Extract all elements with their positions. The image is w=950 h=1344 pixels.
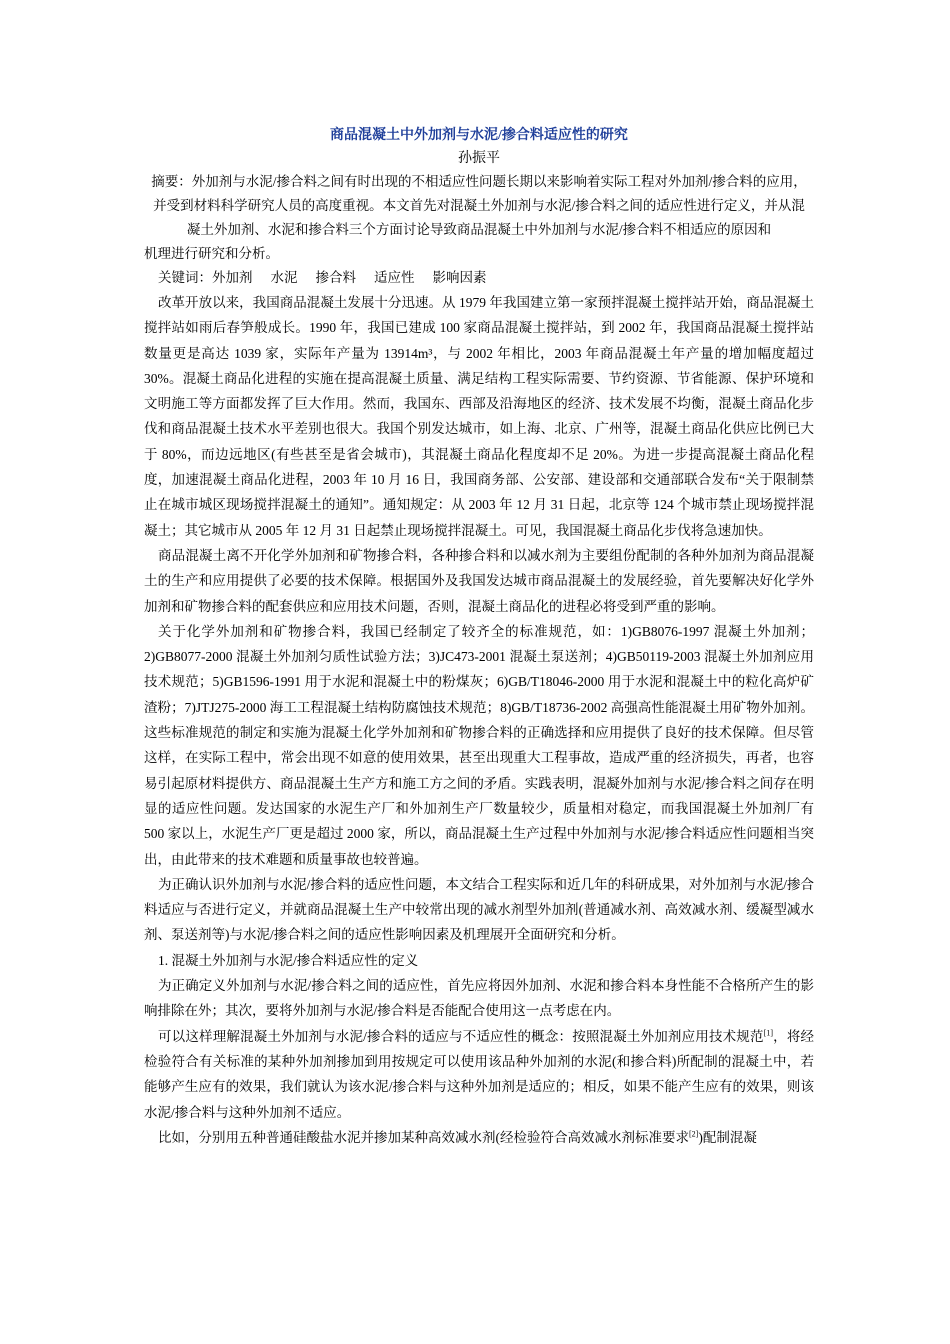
paragraph-text: 比如，分别用五种普通硅酸盐水泥并掺加某种高效减水剂(经检验符合高效减水剂标准要求 [158, 1129, 689, 1145]
document-title: 商品混凝土中外加剂与水泥/掺合料适应性的研究 [330, 128, 628, 143]
document-page [144, 126, 814, 1150]
keywords-line [144, 266, 814, 290]
body-paragraph [144, 1024, 814, 1125]
citation-ref: [2] [689, 1129, 699, 1139]
abstract: 摘要：外加剂与水泥/掺合料之间有时出现的不相适应性问题长期以来影响着实际工程对外加剂/掺合料的应用，并受到材料科学研究人员的高度重视。本文首先对混凝土外加剂与水泥/掺合料之间的适应性进行定义，并从混凝土外加剂、水泥和掺合料三个方面讨论导致商品混凝土中外加剂与水泥/掺合料不相适应的原因和 [151, 174, 807, 237]
keywords-label: 关键词： [158, 270, 212, 285]
paragraph-text: )配制混凝 [698, 1129, 757, 1145]
citation-ref: [1] [763, 1028, 773, 1038]
body-paragraph [144, 1125, 814, 1150]
body-paragraph: 为正确定义外加剂与水泥/掺合料之间的适应性，首先应将因外加剂、水泥和掺合料本身性能不合格所产生的影响排除在外；其次，要将外加剂与水泥/掺合料是否能配合使用这一点考虑在内。 [144, 978, 814, 1019]
abstract-tail: 机理进行研究和分析。 [144, 246, 279, 261]
body-paragraph: 关于化学外加剂和矿物掺合料，我国已经制定了较齐全的标准规范，如：1)GB8076-1997 混凝土外加剂；2)GB8077-2000 混凝土外加剂匀质性试验方法；3)JC473-2001 混凝土泵送剂；4)GB50119-2003 混凝土外加剂应用技术规范；5)GB1596-1991 用于水泥和混凝土中的粉煤灰；6)GB/T18046-2000 用于水泥和混凝土中的粒化高炉矿渣粉；7)JTJ275-2000 海工工程混凝土结构防腐蚀技术规范；8)GB/T18736-2002 高强高性能混凝土用矿物外加剂。这些标准规范的制定和实施为混凝土化学外加剂和矿物掺合料的正确选择和应用提供了良好的技术保障。但尽管这样，在实际工程中，常会出现不如意的使用效果，甚至出现重大工程事故，造成严重的经济损失，再者，也容易引起原材料提供方、商品混凝土生产方和施工方之间的矛盾。实践表明，混凝外加剂与水泥/掺合料之间存在明显的适应性问题。发达国家的水泥生产厂和外加剂生产厂数量较少，质量相对稳定，而我国混凝土外加剂厂有 500 家以上，水泥生产厂更是超过 2000 家，所以，商品混凝土生产过程中外加剂与水泥/掺合料适应性问题相当突出，由此带来的技术难题和质量事故也较普遍。 [144, 623, 814, 867]
keyword: 适应性 [374, 270, 415, 285]
keyword: 外加剂 [212, 270, 253, 285]
keyword: 水泥 [270, 270, 298, 285]
section-heading: 1. 混凝土外加剂与水泥/掺合料适应性的定义 [158, 952, 419, 968]
keyword: 掺合料 [315, 270, 356, 285]
body-paragraph: 改革开放以来，我国商品混凝土发展十分迅速。从 1979 年我国建立第一家预拌混凝土搅拌站开始，商品混凝土搅拌站如雨后春笋般成长。1990 年，我国已建成 100 家商品混凝土搅拌站，到 2002 年，我国商品混凝土搅拌站数量更是高达 1039 家，实际年产量为 13914m³，与 2002 年相比，2003 年商品混凝土年产量的增加幅度超过 30%。混凝土商品化进程的实施在提高混凝土质量、满足结构工程实际需要、节约资源、节省能源、保护环境和文明施工等方面都发挥了巨大作用。然而，我国东、西部及沿海地区的经济、技术发展不均衡，混凝土商品化步伐和商品混凝土技术水平差别也很大。我国个别发达城市，如上海、北京、广州等，混凝土商品化供应比例已大于 80%，而边远地区(有些甚至是省会城市)，其混凝土商品化程度却不足 20%。为进一步提高混凝土商品化程度，加速混凝土商品化进程，2003 年 10 月 16 日，我国商务部、公安部、建设部和交通部联合发布“关于限制禁止在城市城区现场搅拌混凝土的通知”。通知规定：从 2003 年 12 月 31 日起，北京等 124 个城市禁止现场搅拌混凝土；其它城市从 2005 年 12 月 31 日起禁止现场搅拌混凝土。可见，我国混凝土商品化步伐将急速加快。 [144, 295, 814, 538]
body-paragraph: 商品混凝土离不开化学外加剂和矿物掺合料，各种掺合料和以减水剂为主要组份配制的各种外加剂为商品混凝土的生产和应用提供了必要的技术保障。根据国外及我国发达城市商品混凝土的发展经验，首先要解决好化学外加剂和矿物掺合料的配套供应和应用技术问题，否则，混凝土商品化的进程必将受到严重的影响。 [144, 547, 814, 614]
paragraph-text: 可以这样理解混凝土外加剂与水泥/掺合料的适应与不适应性的概念：按照混凝土外加剂应用技术规范 [158, 1028, 764, 1044]
keyword: 影响因素 [432, 270, 487, 285]
author-name: 孙振平 [458, 151, 500, 166]
body-paragraph: 为正确认识外加剂与水泥/掺合料的适应性问题，本文结合工程实际和近几年的科研成果，对外加剂与水泥/掺合料适应与否进行定义，并就商品混凝土生产中较常出现的减水剂型外加剂(普通减水剂、高效减水剂、缓凝型减水剂、泵送剂等)与水泥/掺合料之间的适应性影响因素及机理展开全面研究和分析。 [144, 876, 814, 943]
paragraph-text: ，将经检验符合有关标准的某种外加剂掺加到用按规定可以使用该品种外加剂的水泥(和掺合料)所配制的混凝土中，若能够产生应有的效果，我们就认为该水泥/掺合料与这种外加剂是适应的；相反，如果不能产生应有的效果，则该水泥/掺合料与这种外加剂不适应。 [144, 1028, 815, 1120]
